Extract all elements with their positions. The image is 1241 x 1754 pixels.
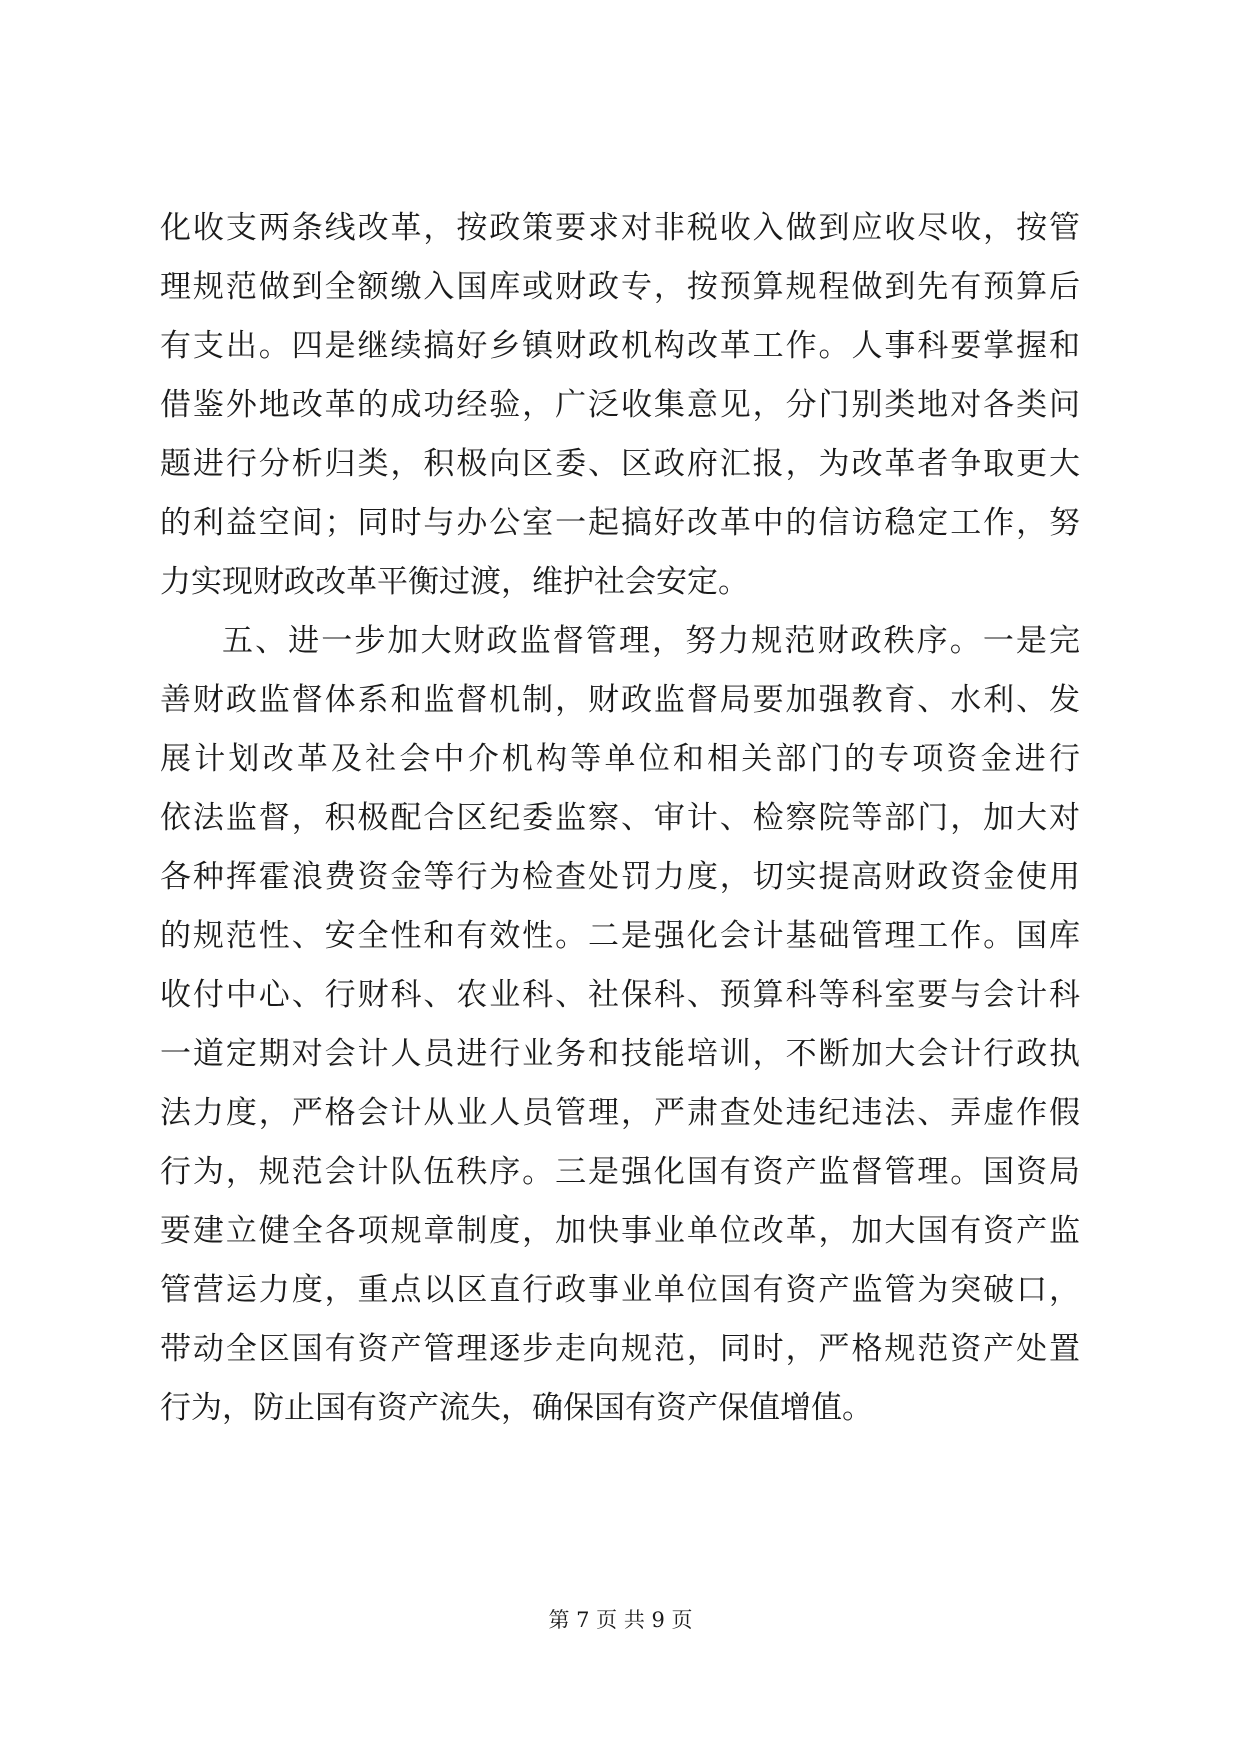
- paragraph-line: 法力度，严格会计从业人员管理，严肃查处违纪违法、弄虚作假: [160, 1095, 1080, 1131]
- paragraph-line: 化收支两条线改革，按政策要求对非税收入做到应收尽收，按管: [160, 210, 1080, 246]
- paragraph-line: 带动全区国有资产管理逐步走向规范，同时，严格规范资产处置: [160, 1331, 1080, 1367]
- paragraph-line: 行为，规范会计队伍秩序。三是强化国有资产监督管理。国资局: [160, 1154, 1080, 1190]
- paragraph-line: 展计划改革及社会中介机构等单位和相关部门的专项资金进行: [160, 741, 1080, 777]
- paragraph-line: 一道定期对会计人员进行业务和技能培训，不断加大会计行政执: [160, 1036, 1080, 1072]
- paragraph-line: 题进行分析归类，积极向区委、区政府汇报，为改革者争取更大: [160, 446, 1080, 482]
- paragraph-line: 行为，防止国有资产流失，确保国有资产保值增值。: [160, 1390, 873, 1426]
- paragraph-first-line: 五、进一步加大财政监督管理，努力规范财政秩序。一是完: [222, 623, 1080, 659]
- paragraph-line: 力实现财政改革平衡过渡，维护社会安定。: [160, 564, 749, 600]
- paragraph-line: 的利益空间；同时与办公室一起搞好改革中的信访稳定工作，努: [160, 505, 1080, 541]
- paragraph-line: 收付中心、行财科、农业科、社保科、预算科等科室要与会计科: [160, 977, 1080, 1013]
- paragraph-line: 依法监督，积极配合区纪委监察、审计、检察院等部门，加大对: [160, 800, 1080, 836]
- paragraph-line: 各种挥霍浪费资金等行为检查处罚力度，切实提高财政资金使用: [160, 859, 1080, 895]
- paragraph-line: 理规范做到全额缴入国库或财政专，按预算规程做到先有预算后: [160, 269, 1080, 305]
- paragraph-line: 借鉴外地改革的成功经验，广泛收集意见，分门别类地对各类问: [160, 387, 1080, 423]
- paragraph-line: 有支出。四是继续搞好乡镇财政机构改革工作。人事科要掌握和: [160, 328, 1080, 364]
- paragraph-line: 管营运力度，重点以区直行政事业单位国有资产监管为突破口，: [160, 1272, 1080, 1308]
- paragraph-line: 善财政监督体系和监督机制，财政监督局要加强教育、水利、发: [160, 682, 1080, 718]
- paragraph-line: 要建立健全各项规章制度，加快事业单位改革，加大国有资产监: [160, 1213, 1080, 1249]
- page-number-footer: 第 7 页 共 9 页: [548, 1608, 693, 1632]
- paragraph-line: 的规范性、安全性和有效性。二是强化会计基础管理工作。国库: [160, 918, 1080, 954]
